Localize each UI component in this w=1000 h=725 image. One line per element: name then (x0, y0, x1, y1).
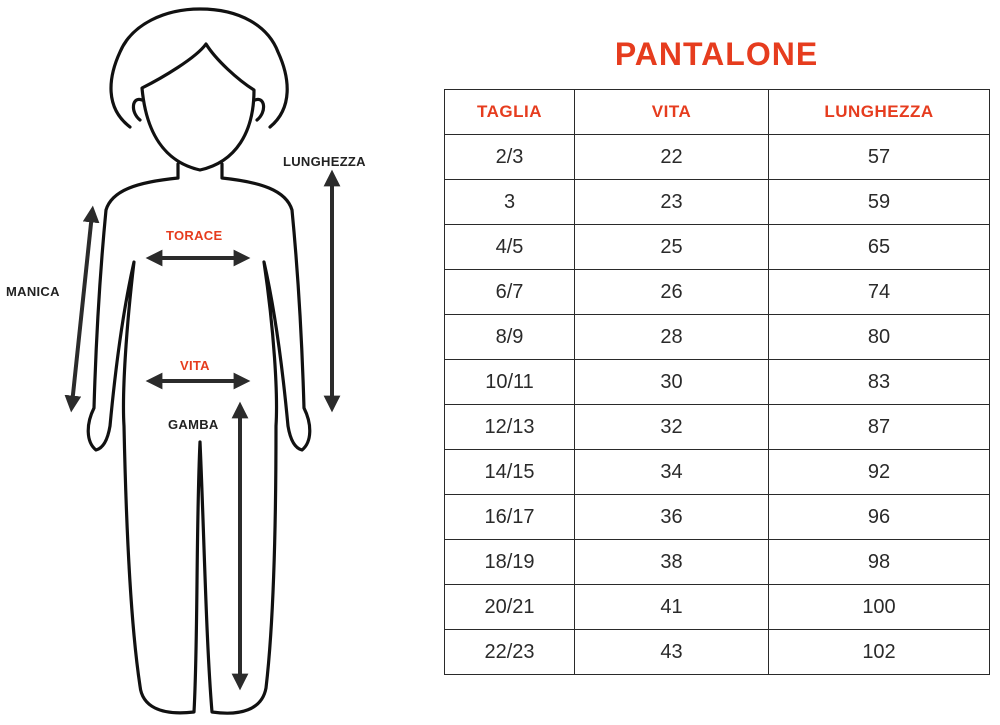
header-taglia: TAGLIA (445, 90, 575, 135)
table-row (445, 270, 990, 315)
cell-lunghezza: 92 (769, 450, 990, 495)
table-row (445, 135, 990, 180)
right-ear-outline (255, 99, 264, 120)
cell-lunghezza: 59 (769, 180, 990, 225)
manica-arrow (72, 214, 92, 404)
cell-vita: 43 (575, 630, 769, 675)
torace-label: TORACE (166, 228, 223, 243)
cell-vita: 32 (575, 405, 769, 450)
cell-lunghezza: 57 (769, 135, 990, 180)
cell-lunghezza: 98 (769, 540, 990, 585)
cell-lunghezza: 65 (769, 225, 990, 270)
cell-lunghezza: 87 (769, 405, 990, 450)
cell-taglia: 16/17 (445, 495, 575, 540)
cell-vita: 23 (575, 180, 769, 225)
manica-label: MANICA (6, 284, 60, 299)
cell-vita: 38 (575, 540, 769, 585)
cell-taglia: 6/7 (445, 270, 575, 315)
table-row (445, 315, 990, 360)
cell-vita: 22 (575, 135, 769, 180)
table-row (445, 180, 990, 225)
cell-lunghezza: 80 (769, 315, 990, 360)
cell-lunghezza: 100 (769, 585, 990, 630)
cell-vita: 41 (575, 585, 769, 630)
cell-taglia: 3 (445, 180, 575, 225)
header-lunghezza: LUNGHEZZA (769, 90, 990, 135)
table-row (445, 585, 990, 630)
cell-vita: 28 (575, 315, 769, 360)
cell-taglia: 18/19 (445, 540, 575, 585)
table-row (445, 405, 990, 450)
gamba-label: GAMBA (168, 417, 219, 432)
cell-lunghezza: 102 (769, 630, 990, 675)
table-row (445, 540, 990, 585)
lunghezza-label: LUNGHEZZA (283, 154, 366, 169)
child-silhouette-icon (0, 0, 440, 720)
cell-taglia: 14/15 (445, 450, 575, 495)
cell-vita: 26 (575, 270, 769, 315)
body-outline (88, 164, 310, 713)
cell-taglia: 12/13 (445, 405, 575, 450)
table-row (445, 450, 990, 495)
table-row (445, 360, 990, 405)
header-vita: VITA (575, 90, 769, 135)
body-measurement-figure (0, 0, 440, 720)
cell-vita: 30 (575, 360, 769, 405)
cell-vita: 25 (575, 225, 769, 270)
cell-taglia: 4/5 (445, 225, 575, 270)
table-row (445, 630, 990, 675)
left-ear-outline (133, 99, 142, 120)
size-table (444, 89, 990, 675)
cell-taglia: 20/21 (445, 585, 575, 630)
cell-vita: 36 (575, 495, 769, 540)
cell-taglia: 22/23 (445, 630, 575, 675)
table-row (445, 225, 990, 270)
vita-label: VITA (180, 358, 210, 373)
cell-taglia: 2/3 (445, 135, 575, 180)
table-row (445, 495, 990, 540)
cell-vita: 34 (575, 450, 769, 495)
cell-taglia: 8/9 (445, 315, 575, 360)
hair-outline (111, 9, 287, 127)
cell-taglia: 10/11 (445, 360, 575, 405)
cell-lunghezza: 74 (769, 270, 990, 315)
face-outline (142, 44, 254, 170)
table-header-row (445, 90, 990, 135)
table-title: PANTALONE (614, 36, 819, 72)
cell-lunghezza: 83 (769, 360, 990, 405)
cell-lunghezza: 96 (769, 495, 990, 540)
